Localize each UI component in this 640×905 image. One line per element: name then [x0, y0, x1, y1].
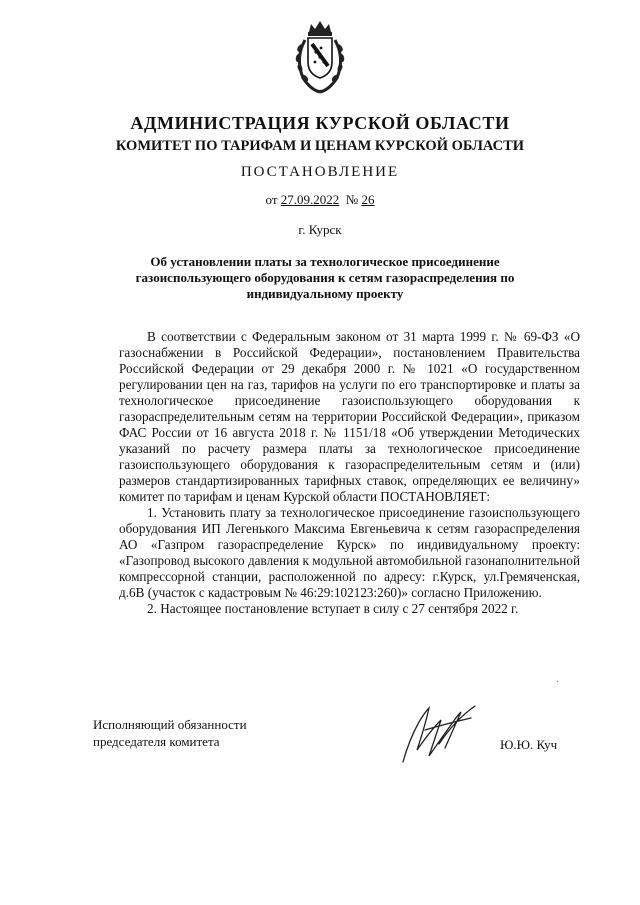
organization-title: АДМИНИСТРАЦИЯ КУРСКОЙ ОБЛАСТИ: [130, 113, 510, 133]
committee-title: КОМИТЕТ ПО ТАРИФАМ И ЦЕНАМ КУРСКОЙ ОБЛАСТИ: [115, 138, 525, 154]
item-number: 2.: [147, 601, 157, 616]
preamble-paragraph: В соответствии с Федеральным законом от 31 марта 1999 г. № 69-ФЗ «О газоснабжении в Российской Федерации», постановлением Правительства Российской Федерации от 29 декабря 2000 г. № 1021 «О государственном регулировании цен на газ, тарифов на услуги по его транспортировке и платы за технологическое присоединение газоиспользующего оборудования к газораспределительным сетям на территории Российской Федерации», приказом ФАС России от 16 августа 2018 г. № 1151/18 «Об утверждении Методических указаний по расчету размера платы за технологическое присоединение газоиспользующего оборудования к газораспределительным сетям и (или) размеров стандартизированных тарифных ставок, определяющих ее величину» комитет по тарифам и ценам Курской области ПОСТАНОВЛЯЕТ:: [119, 329, 580, 504]
item-text: Установить плату за технологическое присоединение газоиспользующего оборудования ИП Легенького Максима Евгеньевича к сетям газораспределения АО «Газпром газораспределение Курск» по индивидуальному проекту: «Газопровод высокого давления к модульной автомобильной газонаполнительной компрессорной станции, расположенной по адресу: г.Курск, ул.Гремяченская, д.6В (участок с кадастровым № 46:29:102123:260)» согласно Приложению.: [119, 505, 580, 600]
coat-of-arms-emblem: [291, 18, 349, 96]
item-number: 1.: [147, 505, 157, 520]
signer-name: Ю.Ю. Куч: [500, 737, 558, 752]
number-prefix: №: [345, 192, 359, 207]
scan-mark: ·: [556, 677, 560, 688]
list-item: [119, 505, 580, 601]
document-subject: Об установлении платы за технологическое присоединение газоиспользующего оборудования к сетям газораспределения по индивидуальному проекту: [135, 254, 515, 301]
document-city: г. Курск: [298, 222, 342, 237]
date-prefix: от: [265, 192, 278, 207]
handwritten-signature: [395, 700, 483, 770]
document-date: 27.09.2022: [280, 192, 340, 207]
signer-position-line1: Исполняющий обязанности: [93, 717, 247, 732]
signer-position-line2: председателя комитета: [93, 734, 220, 749]
list-item: [119, 601, 580, 617]
document-date-number: [0, 192, 640, 208]
item-text: Настоящее постановление вступает в силу с 27 сентября 2022 г.: [160, 601, 519, 616]
signer-position: [93, 716, 247, 750]
document-type: ПОСТАНОВЛЕНИЕ: [240, 164, 400, 180]
document-number: 26: [361, 192, 375, 207]
document-body: [119, 329, 580, 617]
